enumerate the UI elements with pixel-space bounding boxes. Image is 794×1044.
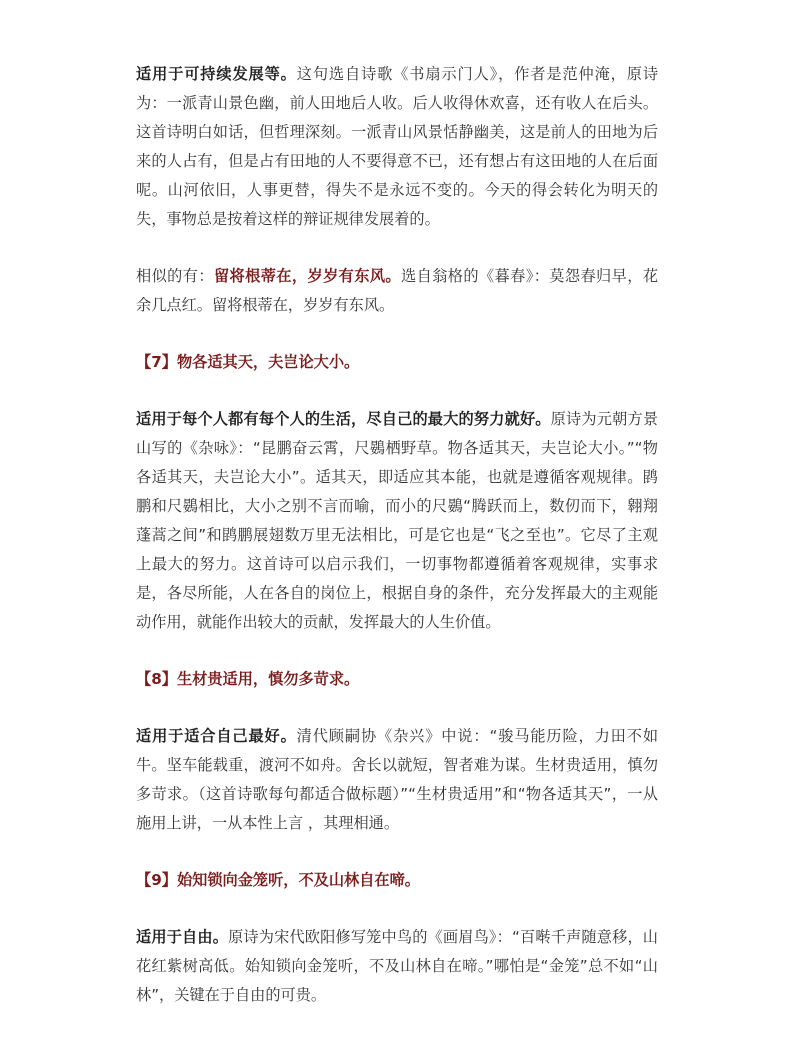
paragraph-body: 清代顾嗣协《杂兴》中说：“骏马能历险，力田不如牛。坚车能载重，渡河不如舟。舍长以就短，智者难为谋。生材贵适用，慎勿多苛求。（这首诗歌每句都适合做标题）”“生材贵适用”和“物各适其天”，一从施用上讲，一从本性上言 ，其理相通。: [136, 727, 659, 832]
lead-text: 适用于每个人都有每个人的生活，尽自己的最大的努力就好。: [136, 410, 551, 428]
paragraph-suit-yourself: [136, 722, 658, 838]
paragraph-body: 原诗为元朝方景山写的《杂咏》：“昆鹏奋云霄，尺鷃栖野草。物各适其天，夫岂论大小。”“物各适其天，夫岂论大小”。适其天，即适应其本能，也就是遵循客观规律。鹍鹏和尺鷃相比，大小之别不言而喻，而小的尺鷃“腾跃而上，数仞而下，翱翔蓬蒿之间”和鹍鹏展翅数万里无法相比，可是它也是“飞之至也”。它尽了主观上最大的努力。这首诗可以启示我们，一切事物都遵循着客观规律，实事求是，各尽所能，人在各自的岗位上，根据自身的条件，充分发挥最大的主观能动作用，就能作出较大的贡献，发挥最大的人生价值。: [136, 410, 659, 631]
section-heading-8: 【8】生材贵适用，慎勿多苛求。: [136, 670, 360, 688]
paragraph-freedom: [136, 923, 658, 1010]
similar-prefix: 相似的有：: [136, 267, 214, 285]
section-heading-9: 【9】始知锁向金笼听，不及山林自在啼。: [136, 871, 420, 889]
lead-text: 适用于自由。: [136, 928, 229, 946]
lead-text: 适用于可持续发展等。: [136, 65, 297, 83]
lead-text: 适用于适合自己最好。: [136, 727, 297, 745]
similar-quote: 留将根蒂在，岁岁有东风。: [213, 267, 402, 285]
section-heading-7: 【7】物各适其天，夫岂论大小。: [136, 353, 360, 371]
paragraph-body: 选自翁格的《暮春》：莫怨春归早，花余几点红。留将根蒂在，岁岁有东风。: [136, 267, 659, 314]
paragraph-body: 原诗为宋代欧阳修写笼中鸟的《画眉鸟》：“百啭千声随意移，山花红紫树高低。始知锁向金笼听，不及山林自在啼。”哪怕是“金笼”总不如“山林”，关键在于自由的可贵。: [136, 928, 658, 1004]
paragraph-each-life: [136, 405, 658, 637]
paragraph-sustainable-development: [136, 60, 658, 234]
paragraph-body: 这句选自诗歌《书扇示门人》，作者是范仲淹，原诗为：一派青山景色幽，前人田地后人收。后人收得休欢喜，还有收人在后头。这首诗明白如话，但哲理深刻。一派青山风景恬静幽美，这是前人的田地为后来的人占有，但是占有田地的人不要得意不已，还有想占有这田地的人在后面呢。山河依旧，人事更替，得失不是永远不变的。今天的得会转化为明天的失，事物总是按着这样的辩证规律发展着的。: [136, 65, 659, 228]
paragraph-similar: [136, 262, 658, 320]
